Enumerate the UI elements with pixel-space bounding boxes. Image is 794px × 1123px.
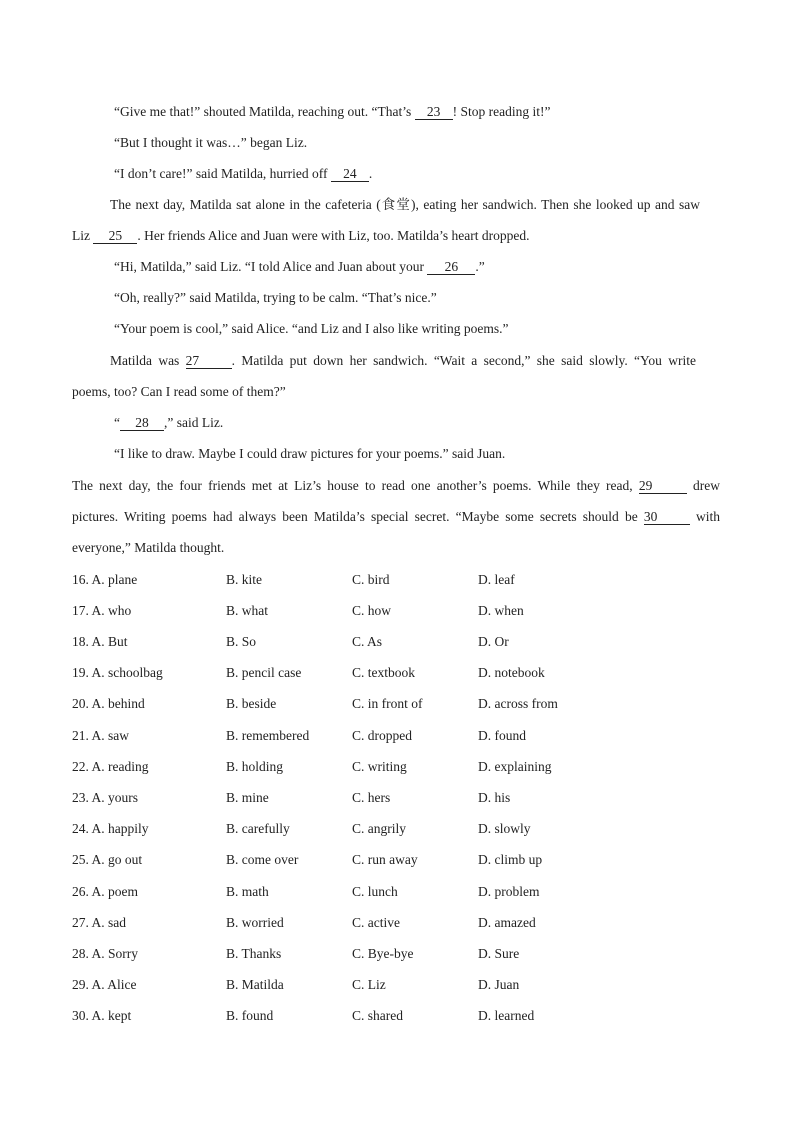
- question-row: [72, 914, 732, 932]
- option-b: B. Thanks: [226, 946, 282, 961]
- option-b: B. kite: [226, 572, 262, 587]
- option-a: 22. A. reading: [72, 759, 149, 774]
- option-d: D. Sure: [478, 946, 520, 961]
- question-row: [72, 758, 732, 776]
- question-row: [72, 945, 732, 963]
- option-a: 30. A. kept: [72, 1008, 132, 1023]
- option-c: C. As: [352, 634, 383, 649]
- passage-paragraph: “Give me that!” shouted Matilda, reaching out. “That’s 23 ! Stop reading it!”: [114, 104, 551, 119]
- option-c: C. Bye-bye: [352, 946, 414, 961]
- option-b: B. remembered: [226, 728, 310, 743]
- option-b: B. mine: [226, 790, 269, 805]
- question-row: [72, 695, 732, 713]
- option-a: 25. A. go out: [72, 852, 143, 867]
- passage-paragraph-cont: poems, too? Can I read some of them?”: [72, 384, 286, 399]
- passage-paragraph: “Oh, really?” said Matilda, trying to be calm. “That’s nice.”: [114, 290, 437, 305]
- blank-27: 27: [186, 353, 232, 369]
- option-d: D. climb up: [478, 852, 543, 867]
- passage-paragraph: “I don’t care!” said Matilda, hurried off 24 .: [114, 166, 373, 181]
- option-c: C. Liz: [352, 977, 386, 992]
- option-c: C. how: [352, 603, 392, 618]
- option-d: D. Or: [478, 634, 509, 649]
- passage-paragraph: “Your poem is cool,” said Alice. “and Liz and I also like writing poems.”: [114, 321, 509, 336]
- question-row: [72, 820, 732, 838]
- blank-26: 26: [427, 259, 475, 275]
- option-d: D. amazed: [478, 915, 536, 930]
- passage-paragraph: “But I thought it was…” began Liz.: [114, 135, 308, 150]
- question-row: [72, 633, 732, 651]
- option-d: D. Juan: [478, 977, 520, 992]
- question-row: [72, 602, 732, 620]
- option-b: B. beside: [226, 696, 277, 711]
- blank-30: 30: [644, 509, 690, 525]
- option-a: 19. A. schoolbag: [72, 665, 163, 680]
- question-row: [72, 789, 732, 807]
- passage-paragraph: Matilda was 27 . Matilda put down her sandwich. “Wait a second,” she said slowly. “You write: [110, 353, 696, 368]
- option-c: C. lunch: [352, 884, 398, 899]
- option-d: D. across from: [478, 696, 558, 711]
- option-b: B. So: [226, 634, 257, 649]
- option-a: 16. A. plane: [72, 572, 138, 587]
- option-b: B. worried: [226, 915, 284, 930]
- option-d: D. leaf: [478, 572, 515, 587]
- option-d: D. explaining: [478, 759, 552, 774]
- passage-paragraph-cont: Liz 25 . Her friends Alice and Juan were with Liz, too. Matilda’s heart dropped.: [72, 228, 530, 243]
- option-a: 18. A. But: [72, 634, 128, 649]
- passage-paragraph: “I like to draw. Maybe I could draw pictures for your poems.” said Juan.: [114, 446, 506, 461]
- option-a: 20. A. behind: [72, 696, 145, 711]
- option-c: C. hers: [352, 790, 391, 805]
- option-b: B. holding: [226, 759, 284, 774]
- option-c: C. run away: [352, 852, 418, 867]
- option-a: 27. A. sad: [72, 915, 126, 930]
- question-row: [72, 883, 732, 901]
- option-d: D. learned: [478, 1008, 535, 1023]
- option-d: D. slowly: [478, 821, 531, 836]
- blank-23: 23: [415, 104, 453, 120]
- option-a: 29. A. Alice: [72, 977, 137, 992]
- option-d: D. problem: [478, 884, 540, 899]
- option-c: C. dropped: [352, 728, 412, 743]
- blank-28: 28: [120, 415, 164, 431]
- option-c: C. angrily: [352, 821, 406, 836]
- option-a: 24. A. happily: [72, 821, 149, 836]
- option-a: 28. A. Sorry: [72, 946, 139, 961]
- passage-paragraph: The next day, the four friends met at Liz’s house to read one another’s poems. While they read, 29 drew: [72, 478, 720, 493]
- option-a: 23. A. yours: [72, 790, 139, 805]
- option-d: D. when: [478, 603, 524, 618]
- option-d: D. his: [478, 790, 511, 805]
- option-c: C. bird: [352, 572, 390, 587]
- option-c: C. in front of: [352, 696, 423, 711]
- option-d: D. found: [478, 728, 526, 743]
- option-c: C. active: [352, 915, 400, 930]
- passage-paragraph-cont: everyone,” Matilda thought.: [72, 540, 225, 555]
- option-b: B. carefully: [226, 821, 290, 836]
- question-row: [72, 727, 732, 745]
- question-row: [72, 571, 732, 589]
- option-d: D. notebook: [478, 665, 545, 680]
- option-b: B. found: [226, 1008, 274, 1023]
- option-a: 26. A. poem: [72, 884, 138, 899]
- option-b: B. what: [226, 603, 268, 618]
- question-row: [72, 976, 732, 994]
- option-a: 17. A. who: [72, 603, 132, 618]
- option-b: B. come over: [226, 852, 299, 867]
- blank-25: 25: [93, 228, 137, 244]
- option-b: B. pencil case: [226, 665, 302, 680]
- question-row: [72, 1007, 732, 1025]
- option-b: B. math: [226, 884, 269, 899]
- option-c: C. textbook: [352, 665, 415, 680]
- question-row: [72, 851, 732, 869]
- passage-paragraph: “Hi, Matilda,” said Liz. “I told Alice and Juan about your 26 .”: [114, 259, 485, 274]
- option-a: 21. A. saw: [72, 728, 129, 743]
- passage-paragraph: The next day, Matilda sat alone in the cafeteria (食堂), eating her sandwich. Then she looked up and saw: [110, 197, 700, 212]
- passage-paragraph: “ 28 ,” said Liz.: [114, 415, 224, 430]
- option-c: C. writing: [352, 759, 407, 774]
- blank-24: 24: [331, 166, 369, 182]
- option-c: C. shared: [352, 1008, 403, 1023]
- option-b: B. Matilda: [226, 977, 284, 992]
- question-row: [72, 664, 732, 682]
- blank-29: 29: [639, 478, 687, 494]
- passage-paragraph-cont: pictures. Writing poems had always been Matilda’s special secret. “Maybe some secrets should be 30 with: [72, 509, 720, 524]
